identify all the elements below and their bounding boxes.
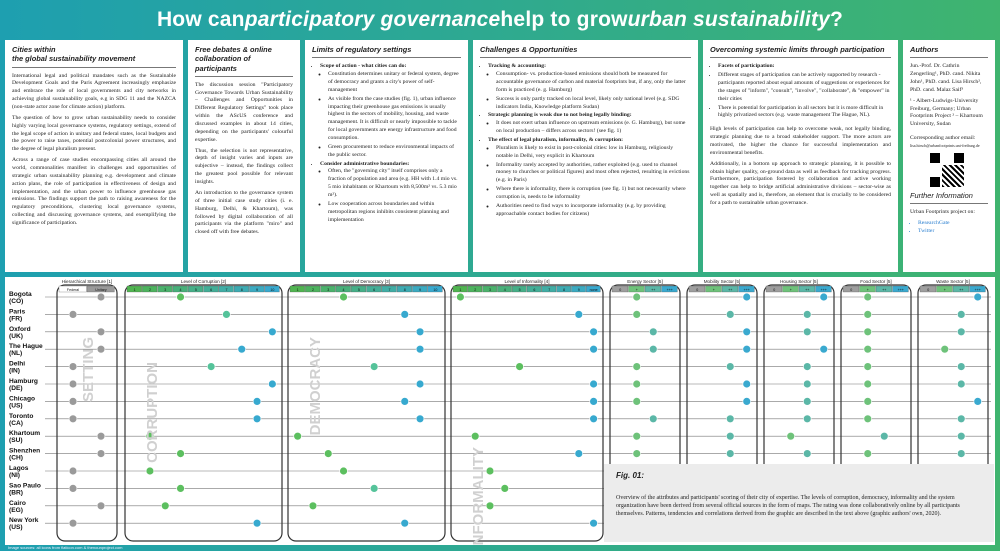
- bullet-heading: The effect of legal pluralism, informality, & corruption:: [488, 136, 624, 143]
- column-cities-global: [5, 40, 183, 272]
- data-point: [97, 345, 105, 353]
- data-point: [864, 450, 872, 458]
- paragraph: The discussion session "Participatory Governance Towards Urban Sustainability – Challenges and Opportunities in Different Regulatory Settings" took place within the AScUS conference and discussed examples in about 14 cities, depending on the participants' colourful expertise.: [195, 81, 293, 143]
- data-point: [401, 311, 409, 319]
- city-label: Chicago: [9, 395, 36, 403]
- list-item: • There is potential for participation in all sectors but it is more difficult in highly privatized sectors (e.g. waste management The Hague, NL).: [718, 105, 891, 121]
- data-point: [590, 519, 598, 527]
- figure-label: Fig. 01:: [616, 471, 645, 480]
- list-item: ◦ Informality rarely accepted by authorities, rather exploited (e.g. used to channel money to churches or political figures) and most often rejected, resulting in evictions (e.g. in Paris): [496, 162, 691, 186]
- data-point: [309, 502, 317, 510]
- contact-email[interactable]: lisa.hirsch@urbanfootprints.uni-freiburg.de: [910, 142, 980, 148]
- bullet-heading: Tracking & accounting:: [488, 63, 547, 70]
- data-point: [161, 502, 169, 510]
- scale-label: 9: [419, 288, 422, 292]
- scale-label: +: [635, 288, 638, 292]
- data-point: [974, 398, 982, 406]
- data-point: [590, 345, 598, 353]
- data-point: [726, 415, 734, 423]
- data-point: [69, 485, 77, 493]
- data-point: [590, 328, 598, 336]
- panel-title: Food Sector [5]: [860, 279, 892, 284]
- data-point: [803, 415, 811, 423]
- scale-label: 4: [503, 288, 506, 292]
- city-code: (SU): [9, 437, 23, 445]
- data-point: [726, 363, 734, 371]
- paragraph: Additionally, in a bottom up approach to strategic planning, it is possible to obtain higher quality, on-ground data as well as feedback for tracking progress. Furthermore, participation fostered by collaboration and active working together can help to bridge artificial administrative divisions – sector-wise as well as spatially and is, therefore, an element that is crucially to be considered for a path to sustainable urban governance.: [710, 160, 891, 206]
- scale-label: +: [943, 288, 946, 292]
- city-label: Shenzhen: [9, 447, 41, 455]
- data-point: [803, 363, 811, 371]
- data-point: [177, 450, 185, 458]
- data-point: [97, 502, 105, 510]
- data-point: [501, 485, 509, 493]
- data-point: [633, 398, 641, 406]
- data-point: [957, 363, 965, 371]
- figure-caption-box: [604, 464, 994, 542]
- panel-title: Level of Democracy [3]: [343, 279, 390, 284]
- data-point: [69, 380, 77, 388]
- city-code: (CH): [9, 454, 23, 462]
- data-point: [803, 328, 811, 336]
- scale-label: 0: [927, 288, 930, 292]
- data-point: [957, 415, 965, 423]
- paragraph: High levels of participation can help to overcome weak, not legally binding, strategic planning due to a broad stakeholder support. The more actors are motivated, the higher the chance for successful implementation and environmental benefits.: [710, 126, 891, 156]
- city-code: (NL): [9, 350, 23, 358]
- data-point: [457, 293, 465, 301]
- scale-label: 3: [164, 288, 167, 292]
- column-heading: Free debates & online collaboration of participants: [195, 45, 293, 77]
- scale-label: 0: [773, 288, 776, 292]
- data-point: [486, 467, 494, 475]
- data-point: [864, 345, 872, 353]
- data-point: [633, 380, 641, 388]
- author-list: Jun.-Prof. Dr. Cathrin Zengerling¹, PhD. cand. Nikita John¹, PhD. cand. Lisa Hirsch², PhD. cand. Malaz Saif³: [910, 63, 982, 93]
- panel-frame: [57, 285, 117, 541]
- city-code: (UK): [9, 332, 23, 340]
- data-point: [633, 450, 641, 458]
- data-point: [803, 380, 811, 388]
- data-point: [416, 345, 424, 353]
- city-label: Toronto: [9, 412, 34, 420]
- scale-label: none: [589, 288, 598, 292]
- data-point: [726, 311, 734, 319]
- scale-label: 1: [296, 288, 299, 292]
- data-point: [880, 432, 888, 440]
- scale-label: +++: [820, 288, 827, 292]
- scale-label: 9: [256, 288, 259, 292]
- city-code: (US): [9, 402, 23, 410]
- scale-label: +++: [743, 288, 750, 292]
- data-point: [416, 328, 424, 336]
- data-point: [223, 311, 231, 319]
- researchgate-link[interactable]: • ResearchGate: [918, 220, 988, 228]
- city-code: (NI): [9, 472, 20, 479]
- scale-label: +++: [897, 288, 904, 292]
- column-heading: Overcoming systemic limits through participation: [710, 45, 891, 58]
- scale-label: 5: [194, 288, 197, 292]
- poster-title: How can participatory governance help to grow urban sustainability ?: [156, 8, 844, 31]
- data-point: [486, 502, 494, 510]
- data-point: [268, 328, 276, 336]
- list-item: ◦ Low cooperation across boundaries and within metropolitan regions inhibits consistent planning and implementation: [328, 201, 461, 225]
- city-code: (CA): [9, 419, 23, 427]
- data-point: [253, 519, 261, 527]
- data-point: [97, 432, 105, 440]
- data-point: [941, 345, 949, 353]
- data-point: [743, 345, 751, 353]
- data-point: [69, 398, 77, 406]
- data-point: [324, 450, 332, 458]
- scale-label: +: [866, 288, 869, 292]
- data-point: [69, 363, 77, 371]
- data-point: [294, 432, 302, 440]
- paragraph: Across a range of case studies encompassing cities all around the world, commonalities manifest in challenges and opportunities of strategic urban sustainability planning e.g. development and climate action plans, the role of participation in effectiveness of design and implementation, and the urban power to influence greenhouse gas emissions. The findings support the path to raising awareness for the regulatory preconditions, clustering local governance systems, collecting and discussing governance systems, and exemplifying the significance of participation.: [12, 157, 176, 226]
- data-point: [803, 311, 811, 319]
- data-point: [743, 398, 751, 406]
- column-authors: [903, 40, 995, 272]
- scale-label: 6: [373, 288, 376, 292]
- data-point: [820, 293, 828, 301]
- city-label: The Hague: [9, 343, 43, 351]
- data-point: [957, 450, 965, 458]
- scale-label: ++: [959, 288, 964, 292]
- scale-label: ++: [882, 288, 887, 292]
- city-label: Bogota: [9, 291, 32, 298]
- data-point: [803, 398, 811, 406]
- list-item: ◦ As visible from the case studies (fig. 1), urban influence impacting their greenhouse gas emissions is usually highest in the sectors of mobility, housing, and waste management. It is difficult or nearly impossible to tackle for local governments are energy infrastructure and food consumption.: [328, 96, 461, 143]
- scale-label: 6: [533, 288, 536, 292]
- data-point: [974, 293, 982, 301]
- data-point: [401, 519, 409, 527]
- scale-label: 0: [619, 288, 622, 292]
- scale-label: 4: [342, 288, 345, 292]
- data-point: [649, 345, 657, 353]
- list-item: ◦ Often, the "governing city" itself comprises only a fraction of population and area (e.g. HH with 1.4 mio vs. 5 mio inhabitants or Khartoum with 8,500m² vs. 5.3 mio m²).: [328, 168, 461, 199]
- city-label: Lagos: [9, 465, 29, 472]
- data-point: [238, 345, 246, 353]
- column-heading: Challenges & Opportunities: [480, 45, 691, 58]
- scale-label: +: [789, 288, 792, 292]
- scale-label: 3: [489, 288, 491, 292]
- city-label: Paris: [9, 308, 26, 316]
- panel-title: Energy Sector [5]: [627, 279, 663, 284]
- data-point: [69, 311, 77, 319]
- data-point: [957, 311, 965, 319]
- project-label: Urban Footprints project on:: [910, 208, 975, 215]
- scale-label: Federal: [66, 288, 80, 292]
- data-point: [649, 415, 657, 423]
- panel-title: Level of Corruption [2]: [180, 279, 227, 284]
- column-challenges: [473, 40, 698, 272]
- data-point: [864, 328, 872, 336]
- city-code: (DE): [9, 385, 23, 392]
- scale-label: 7: [388, 288, 391, 292]
- data-point: [957, 432, 965, 440]
- city-label: Oxford: [9, 325, 31, 333]
- scale-label: 7: [548, 288, 551, 292]
- scale-label: ++: [805, 288, 810, 292]
- data-point: [726, 450, 734, 458]
- scale-label: +: [712, 288, 715, 292]
- column-limits-regulatory: [305, 40, 468, 272]
- scale-label: 5: [357, 288, 360, 292]
- bullet-heading: Strategic planning is weak due to not being legally binding:: [488, 112, 632, 119]
- scale-label: 9: [577, 288, 580, 292]
- data-point: [633, 363, 641, 371]
- city-code: (EG): [9, 506, 23, 514]
- column-heading: Cities within the global sustainability movement: [12, 45, 176, 68]
- twitter-link[interactable]: • Twitter: [918, 228, 988, 236]
- data-point: [416, 380, 424, 388]
- list-item: ◦ Pluralism is likely to exist in post-colonial cities: low in Hamburg, religiously notable in Delhi, very explicit in Khartoum: [496, 145, 691, 161]
- scale-label: 3: [327, 288, 330, 292]
- data-point: [787, 432, 795, 440]
- panel-title: Hierarchical Structure [1]: [61, 279, 113, 284]
- list-item: ◦ Authorities need to find ways to incorporate informality (e.g. by providing approachable contact bodies for citizens): [496, 203, 691, 219]
- list-item: • Different stages of participation can be actively supported by research - participants reported about equal amounts of suggestions or experiences for the stages of "inform", "consult", "involve", "collaborate", & "empower" in their cities: [718, 72, 891, 103]
- data-point: [370, 485, 378, 493]
- scale-label: Unitary: [95, 288, 107, 292]
- list-item: ◦ Green procurement to reduce environmental impacts of the public sector.: [328, 144, 461, 160]
- further-info-heading: Further Information: [910, 191, 988, 204]
- scale-label: 10: [270, 288, 275, 292]
- city-code: (FR): [9, 315, 23, 323]
- city-label: Delhi: [9, 360, 26, 368]
- data-point: [864, 398, 872, 406]
- column-heading: Limits of regulatory settings: [312, 45, 461, 58]
- panel-title: Housing Sector [5]: [780, 279, 818, 284]
- data-point: [726, 432, 734, 440]
- paragraph: Thus, the selection is not representative, depth of insight varies and inputs are subjective – instead, the findings collect the greatest pool possible for relevant insights.: [195, 147, 293, 186]
- data-point: [253, 398, 261, 406]
- panel-watermark: DEMOCRACY: [307, 337, 324, 436]
- data-point: [268, 380, 276, 388]
- data-point: [146, 467, 154, 475]
- bullet-heading: Consider administrative boundaries:: [320, 160, 410, 167]
- data-point: [69, 415, 77, 423]
- data-point: [516, 363, 524, 371]
- data-point: [340, 467, 348, 475]
- scale-label: 2: [474, 288, 477, 292]
- column-free-debates: [188, 40, 300, 272]
- data-point: [743, 328, 751, 336]
- data-point: [633, 432, 641, 440]
- scale-label: 0: [850, 288, 853, 292]
- data-point: [590, 380, 598, 388]
- list-item: ◦ Where there is informality, there is corruption (see fig. 1) but not necessarily where corruption is, needs to be informality: [496, 186, 691, 202]
- scale-label: 1: [459, 288, 462, 292]
- data-point: [743, 293, 751, 301]
- panel-watermark: CORRUPTION: [144, 362, 161, 463]
- scale-label: 6: [210, 288, 213, 292]
- data-point: [97, 328, 105, 336]
- data-point: [69, 467, 77, 475]
- data-point: [97, 450, 105, 458]
- scale-label: 8: [563, 288, 565, 292]
- list-item: ◦ Success is only partly tracked on local level, likely only national level (e.g. SDG indicators India, Knowledge platform Sudan): [496, 96, 691, 112]
- paragraph: International legal and political mandates such as the Sustainable Development Goals and the Paris Agreement increasingly emphasize and embrace the role of local governments and city networks in achieving global sustainability goals, e.g in SDG 11 and the NAZCA (non-state actor zone for climate action) platform.: [12, 72, 176, 110]
- qr-code-icon[interactable]: [930, 153, 964, 187]
- data-point: [649, 328, 657, 336]
- city-label: Sao Paulo: [9, 482, 41, 490]
- data-point: [253, 415, 261, 423]
- paragraph: An introduction to the governance system of three initial case study cities (i. e. Hamburg, Delhi, & Khartoum), was followed by digital collaboration of all participants via the platform "miro" and closed off with free debates.: [195, 189, 293, 236]
- list-item: ◦ Consumption- vs. production-based emissions should both be measured for accountable governance of carbon and material footprints but, if any, only the latter form is practiced (e. g. Hamburg): [496, 71, 691, 95]
- city-code: (BR): [9, 489, 23, 497]
- city-label: Khartoum: [9, 430, 41, 438]
- scale-label: 5: [518, 288, 521, 292]
- data-point: [864, 380, 872, 388]
- data-point: [370, 363, 378, 371]
- column-heading: Authors: [910, 45, 988, 58]
- data-point: [864, 415, 872, 423]
- affiliations: ¹ - Albert-Ludwigs-University Freiburg, Germany; Urban Footprints Project ² – Khartoum University, Sudan: [910, 97, 983, 128]
- data-point: [590, 398, 598, 406]
- data-point: [207, 363, 215, 371]
- data-point: [340, 293, 348, 301]
- scale-label: 7: [225, 288, 228, 292]
- data-point: [177, 485, 185, 493]
- bullet-heading: Scope of action - what cities can do:: [320, 63, 407, 70]
- data-point: [177, 293, 185, 301]
- city-code: (US): [9, 524, 23, 532]
- data-point: [416, 415, 424, 423]
- scale-label: 8: [240, 288, 243, 292]
- data-point: [864, 293, 872, 301]
- panel-title: Waste Sector [5]: [936, 279, 970, 284]
- data-point: [590, 415, 598, 423]
- data-point: [803, 450, 811, 458]
- data-point: [575, 450, 583, 458]
- scale-label: 1: [133, 288, 136, 292]
- city-label: Hamburg: [9, 378, 38, 385]
- data-point: [743, 380, 751, 388]
- list-item: ◦ Constitution determines unitary or federal system, degree of democracy and grants a city's power of self-management: [328, 71, 461, 95]
- column-overcoming-limits: [703, 40, 898, 272]
- data-point: [957, 328, 965, 336]
- data-point: [864, 311, 872, 319]
- data-point: [471, 432, 479, 440]
- scale-label: 0: [696, 288, 699, 292]
- city-label: Cairo: [9, 499, 26, 507]
- bullet-heading: Facets of participation:: [718, 63, 775, 70]
- scale-label: 8: [403, 288, 406, 292]
- panel-title: Mobility Sector [5]: [703, 279, 741, 284]
- data-point: [575, 311, 583, 319]
- scale-label: 2: [148, 288, 151, 292]
- scale-label: 4: [179, 288, 182, 292]
- data-point: [69, 519, 77, 527]
- data-point: [820, 345, 828, 353]
- city-code: (IN): [9, 367, 20, 375]
- panel-watermark: INFORMALITY: [470, 447, 487, 545]
- scale-label: +++: [666, 288, 673, 292]
- scale-label: ++: [728, 288, 733, 292]
- scale-label: 10: [433, 288, 438, 292]
- data-point: [633, 311, 641, 319]
- figure-caption: Overview of the attributes and participants' scoring of their city of expertise. The levels of corruption, democracy, informality and the system organization have been derived from several official sources in the form of maps. The rating was done collaboratively online by all participants themselves. Patterns, tendencies and correlations derived from the graphic are described in the text above (graphic authors' own, 2020).: [616, 494, 960, 517]
- data-point: [633, 293, 641, 301]
- image-credit: Image sources: all icons from flaticon.com & thenounproject.com: [8, 545, 123, 550]
- data-point: [401, 398, 409, 406]
- scale-label: +++: [974, 288, 981, 292]
- data-point: [957, 380, 965, 388]
- scale-label: 2: [311, 288, 314, 292]
- city-code: (CO): [9, 298, 24, 305]
- city-label: New York: [9, 517, 39, 525]
- scale-label: ++: [651, 288, 656, 292]
- list-item: ◦ It does not exert urban influence on upstream emissions (e. G. Hamburg), but some on local production – differs across sectors! (see fig. 1): [496, 120, 691, 136]
- data-point: [864, 363, 872, 371]
- panel-title: Level of Informality [4]: [504, 279, 550, 284]
- panel-watermark: SETTING: [80, 337, 97, 403]
- paragraph: The question of how to grow urban sustainability needs to consider highly varying local governance systems, regulatory settings, extend of the legal scope of action in unitary and federal states, local budgets and the power to raise taxes, potential postcolonial power structures, and the degree of legal pluralism present.: [12, 114, 176, 153]
- data-point: [97, 293, 105, 301]
- contact-label: Corresponding author email:: [910, 135, 976, 142]
